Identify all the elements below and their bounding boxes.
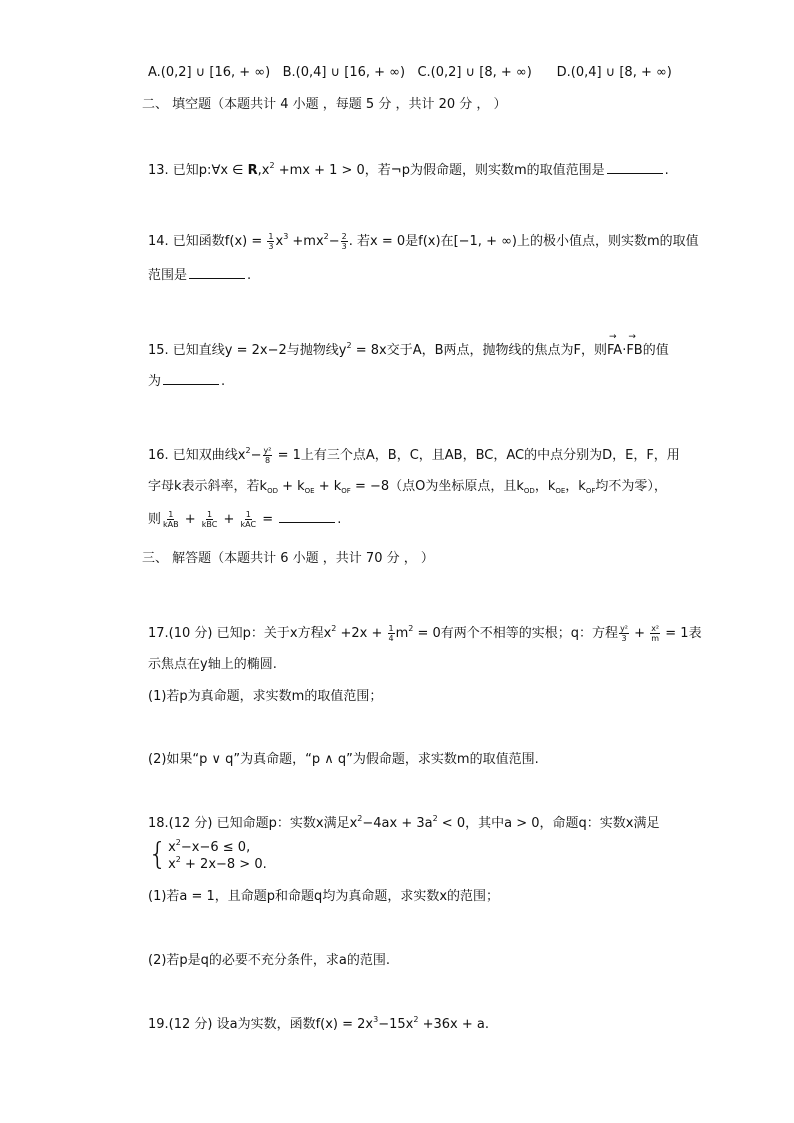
question-13: 13. 已知p:∀x ∈ $R,x^2 +mx + 1 > 0$，若¬p为假命题，则实数m的取值范围是 . bbox=[148, 161, 669, 178]
question-14-line2: 范围是 . bbox=[148, 268, 252, 283]
question-16-line3: 则 $\frac{1}{\text{kAB}}$ + $\frac{1}{\text{kBC}}$ + $\frac{1}{\text{kAC}}$ = . bbox=[148, 510, 342, 529]
answer-blank-16[interactable] bbox=[279, 510, 335, 523]
question-17-part2: (2)如果“p ∨ q”为真命题，“p ∧ q”为假命题，求实数m的取值范围. bbox=[148, 752, 539, 767]
question-19: 19.(12 分) 设a为实数，函数$f(x) = 2x^3-15x^2 +36x + a$. bbox=[148, 1015, 489, 1032]
question-14: 14. 已知函数f(x) = $\frac{1}{3}$ $x^3 +mx^2-$ $\frac{2}{3}$ . 若x = 0是f(x)在[−1, + ∞)上的极小值点，则实数m的取值 bbox=[148, 232, 699, 251]
question-15-line2: 为 . bbox=[148, 374, 226, 389]
q12-options bbox=[148, 64, 672, 82]
fraction-y2-over-8: $\frac{\text{y²}}{8}$ bbox=[263, 446, 272, 465]
question-18: 18.(12 分) 已知命题p：实数x满足$x^2-4ax + 3a^2 < 0$，其中a > 0，命题q：实数x满足 bbox=[148, 814, 660, 831]
vector-fa: → FA bbox=[607, 342, 622, 360]
option-c: C.(0,2] ∪ [8, + ∞) bbox=[417, 65, 532, 80]
question-15: 15. 已知直线y = 2x−2与抛物线$y^2 = 8x$交于A，B两点，抛物线的焦点为F，则→ FA·→ FB的值 bbox=[148, 342, 669, 361]
system-row-1: $x^2-x-6 \le 0$, bbox=[168, 838, 251, 855]
question-18-part2: (2)若p是q的必要不充分条件，求a的范围. bbox=[148, 953, 391, 968]
section-fill-in-heading: 二、 填空题（本题共计 4 小题 ，每题 5 分 ，共计 20 分 ， ） bbox=[142, 97, 507, 112]
question-18-system bbox=[148, 838, 267, 874]
left-brace: { bbox=[148, 837, 168, 872]
question-18-part1: (1)若a = 1，且命题p和命题q均为真命题，求实数x的范围； bbox=[148, 889, 500, 904]
question-17-part1: (1)若p为真命题，求实数m的取值范围； bbox=[148, 689, 383, 704]
question-17: 17.(10 分) 已知p：关于x方程$x^2 +2x$ + $\frac{1}{4}$ $m^2 = 0$有两个不相等的实根；q：方程 $\frac{\text{y²}}{3}$ + $\frac{\text{x²}}{m}$ = 1表 bbox=[148, 624, 702, 643]
system-row-2: $x^2 + 2x-8 > 0$. bbox=[168, 855, 267, 872]
answer-blank-14[interactable] bbox=[189, 266, 245, 279]
answer-blank-13[interactable] bbox=[607, 161, 663, 174]
option-d: D.(0,4] ∪ [8, + ∞) bbox=[556, 65, 672, 80]
fraction-one-third: $\frac{1}{3}$ bbox=[268, 232, 274, 251]
option-a: A.(0,2] ∪ [16, + ∞) bbox=[148, 65, 271, 80]
option-b: B.(0,4] ∪ [16, + ∞) bbox=[282, 65, 406, 80]
answer-blank-15[interactable] bbox=[163, 372, 219, 385]
vector-fb: → FB bbox=[626, 342, 642, 360]
fraction-two-thirds: $\frac{2}{3}$ bbox=[341, 232, 347, 251]
section-answer-heading: 三、 解答题（本题共计 6 小题 ，共计 70 分 ， ） bbox=[142, 551, 434, 566]
question-17-line2: 示焦点在y轴上的椭圆. bbox=[148, 657, 277, 672]
question-16-line2: 字母k表示斜率，若$k_{OD} + k_{OE} + k_{OF} = -8$（点O为坐标原点，且$k_{OD}$，$k_{OE}$，$k_{OF}$均不为零）， bbox=[148, 479, 667, 495]
question-16: 16. 已知双曲线$x^2-$ $\frac{\text{y²}}{8}$ = 1上有三个点A，B，C，且AB，BC，AC的中点分别为D，E，F，用 bbox=[148, 446, 680, 465]
